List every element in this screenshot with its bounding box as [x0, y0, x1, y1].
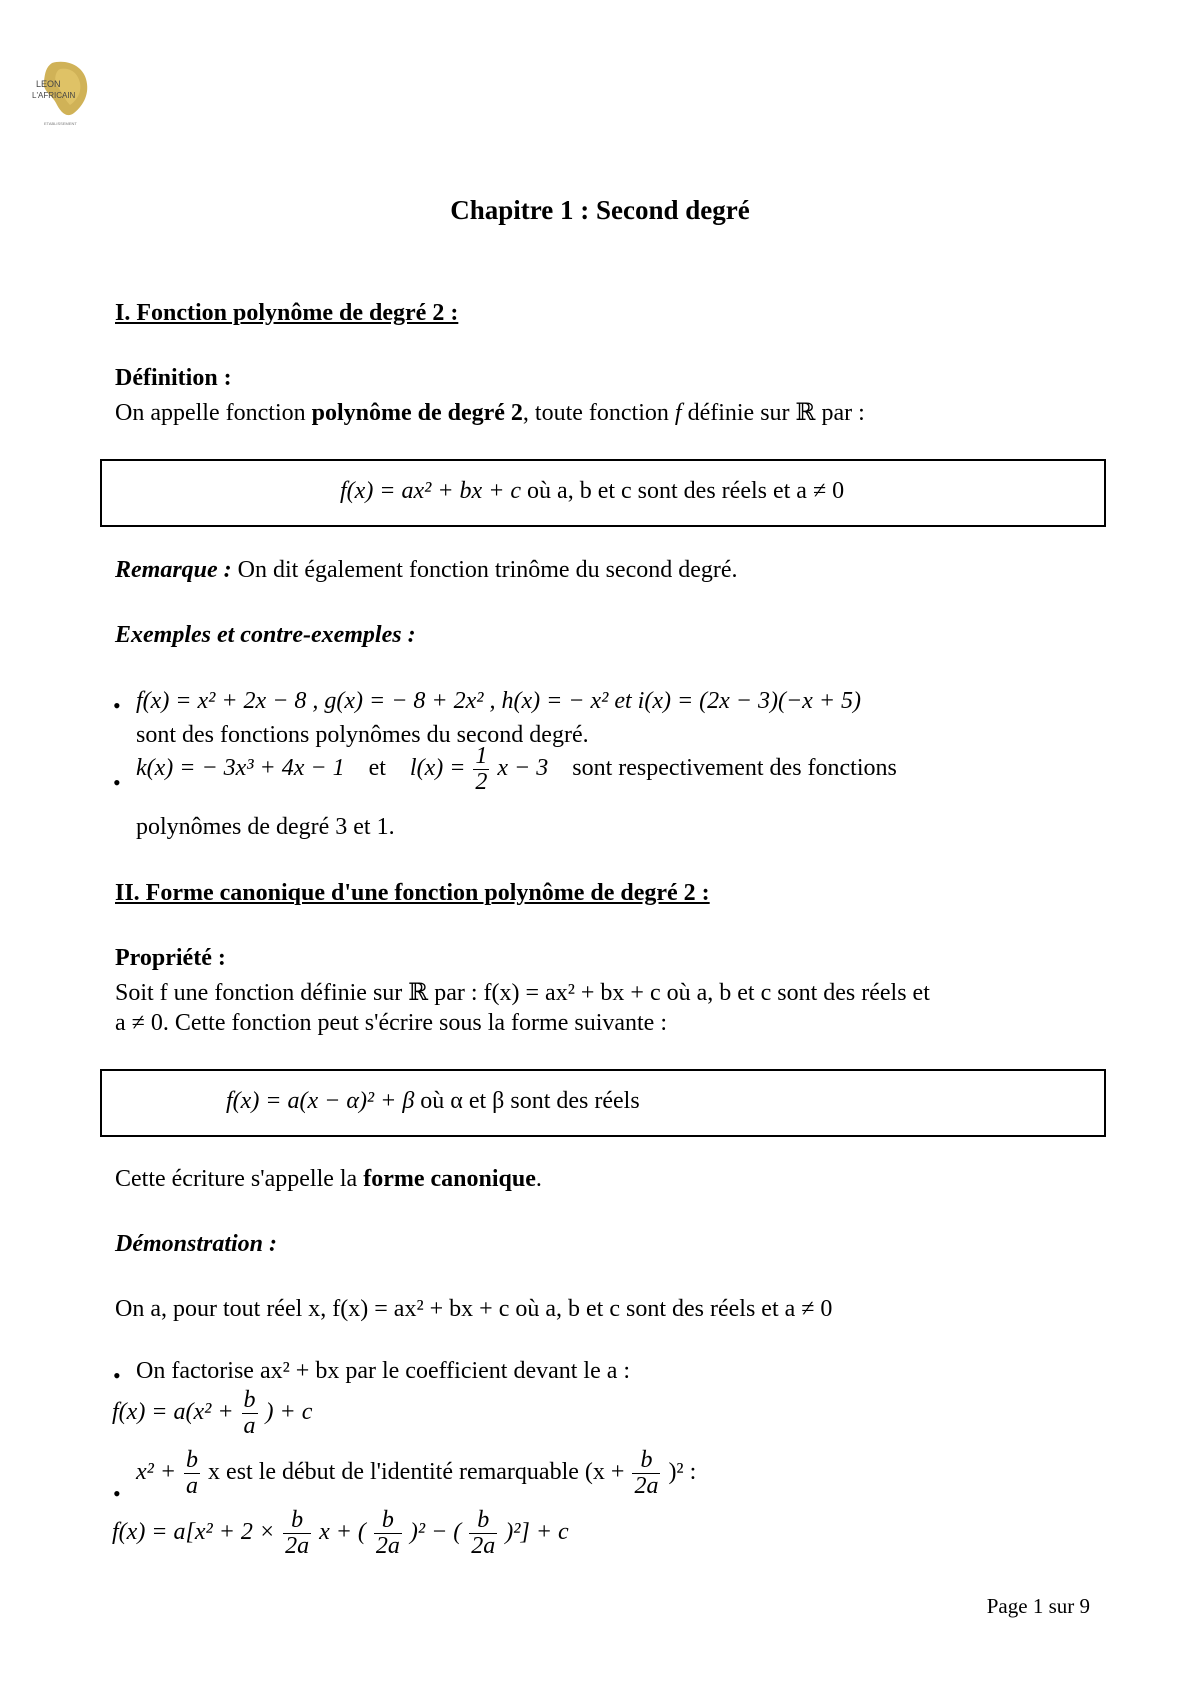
definition-formula: f(x) = ax² + bx + c où a, b et c sont des réels et a ≠ 0 [340, 478, 845, 504]
bullet-icon: • [113, 1363, 121, 1388]
remark: Remarque : On dit également fonction trinôme du second degré. [115, 557, 738, 583]
definition-label: Définition : [115, 365, 232, 391]
section2-heading: II. Forme canonique d'une fonction polynôme de degré 2 : [115, 880, 710, 906]
school-logo [30, 55, 98, 135]
definition-text: On appelle fonction polynôme de degré 2, toute fonction f définie sur ℝ par : [115, 400, 865, 426]
canonical-formula: f(x) = a(x − α)² + β où α et β sont des réels [226, 1088, 640, 1114]
example1-formulas: f(x) = x² + 2x − 8 , g(x) = − 8 + 2x² , h(x) = − x² et i(x) = (2x − 3)(−x + 5) [136, 688, 862, 714]
demonstration-statement: On a, pour tout réel x, f(x) = ax² + bx + c où a, b et c sont des réels et a ≠ 0 [115, 1296, 833, 1322]
logo-line2: L'AFRICAIN [32, 91, 76, 100]
bullet-icon: • [113, 1481, 121, 1506]
property-label: Propriété : [115, 945, 226, 971]
example1-text: sont des fonctions polynômes du second degré. [136, 722, 589, 748]
step2-text: x² + $\frac{b}{a}$ x est le début de l'identité remarquable (x + $\frac{b}{2a}$ )² : [136, 1447, 697, 1500]
property-text-line2: a ≠ 0. Cette fonction peut s'écrire sous la forme suivante : [115, 1010, 667, 1036]
logo-line1: LEON [36, 79, 61, 89]
equation2: f(x) = a[x² + 2 × $\frac{b}{2a}$ x + ( $\frac{b}{2a}$ )² − ( $\frac{b}{2a}$ )²] + c [112, 1507, 569, 1560]
equation1: f(x) = a(x² + $\frac{b}{a}$ ) + c [112, 1387, 313, 1440]
page-number: Page 1 sur 9 [986, 1594, 1090, 1618]
bullet-icon: • [113, 693, 121, 718]
bullet-icon: • [113, 770, 121, 795]
fraction-one-half: $\frac{1}{2}$ [475, 743, 488, 796]
examples-label: Exemples et contre-exemples : [115, 622, 416, 648]
canonical-formula-box [100, 1069, 1106, 1137]
logo-tagline: ETABLISSEMENT [44, 121, 77, 126]
section1-heading: I. Fonction polynôme de degré 2 : [115, 300, 459, 326]
chapter-title: Chapitre 1 : Second degré [450, 195, 750, 225]
example2-text: polynômes de degré 3 et 1. [136, 814, 395, 840]
canonical-form-text: Cette écriture s'appelle la forme canonique. [115, 1166, 542, 1192]
demonstration-label: Démonstration : [115, 1231, 278, 1257]
definition-formula-box [100, 459, 1106, 527]
fraction-b-over-2a: $\frac{b}{2a}$ [375, 1507, 400, 1560]
fraction-b-over-a: $\frac{b}{a}$ [243, 1387, 256, 1440]
fraction-b-over-a: $\frac{b}{a}$ [186, 1447, 199, 1500]
step1-text: On factorise ax² + bx par le coefficient devant le a : [136, 1358, 631, 1384]
fraction-b-over-2a: $\frac{b}{2a}$ [471, 1507, 496, 1560]
fraction-b-over-2a: $\frac{b}{2a}$ [285, 1507, 310, 1560]
example2-formulas: k(x) = − 3x³ + 4x − 1 et l(x) = $\frac{1}{2}$ x − 3 sont respectivement des fonctions [136, 743, 897, 796]
logo-emblem-icon [30, 55, 98, 135]
property-text-line1: Soit f une fonction définie sur ℝ par : f(x) = ax² + bx + c où a, b et c sont des réels et [115, 980, 930, 1006]
fraction-b-over-2a: $\frac{b}{2a}$ [634, 1447, 659, 1500]
